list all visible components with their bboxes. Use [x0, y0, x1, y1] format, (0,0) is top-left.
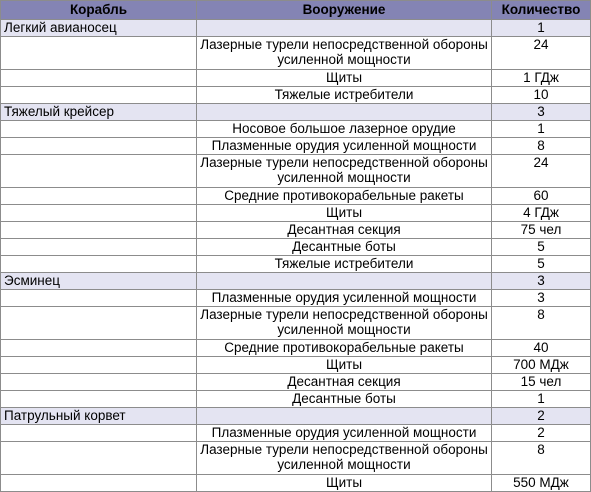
weapon-cell: Плазменные орудия усиленной мощности — [197, 290, 492, 307]
ship-name-cell — [1, 87, 197, 104]
count-cell: 8 — [492, 138, 591, 155]
header-ship: Корабль — [1, 1, 197, 20]
ship-name-cell — [1, 37, 197, 70]
count-cell: 1 — [492, 391, 591, 408]
weapon-cell: Плазменные орудия усиленной мощности — [197, 138, 492, 155]
count-cell: 3 — [492, 273, 591, 290]
ship-name-cell — [1, 70, 197, 87]
weapon-cell — [197, 20, 492, 37]
ship-name-cell — [1, 340, 197, 357]
weapon-cell: Лазерные турели непосредственной обороны усиленной мощности — [197, 307, 492, 340]
weapon-cell — [197, 104, 492, 121]
weapon-row — [1, 87, 591, 104]
ship-name-cell — [1, 442, 197, 475]
count-cell: 15 чел — [492, 374, 591, 391]
count-cell: 700 МДж — [492, 357, 591, 374]
ship-name-cell — [1, 155, 197, 188]
count-cell: 3 — [492, 290, 591, 307]
weapon-row — [1, 374, 591, 391]
ship-row — [1, 273, 591, 290]
weapon-row — [1, 475, 591, 492]
weapon-row — [1, 442, 591, 475]
weapon-row — [1, 340, 591, 357]
weapon-cell: Десантная секция — [197, 374, 492, 391]
count-cell: 24 — [492, 37, 591, 70]
count-cell: 3 — [492, 104, 591, 121]
ship-name-cell — [1, 374, 197, 391]
ship-name-cell — [1, 307, 197, 340]
weapon-row — [1, 357, 591, 374]
ship-name-cell — [1, 222, 197, 239]
weapon-cell: Щиты — [197, 205, 492, 222]
ship-name-cell: Патрульный корвет — [1, 408, 197, 425]
ship-name-cell — [1, 205, 197, 222]
weapon-cell: Щиты — [197, 475, 492, 492]
weapon-row — [1, 391, 591, 408]
weapon-cell: Десантные боты — [197, 239, 492, 256]
ship-name-cell — [1, 121, 197, 138]
count-cell: 4 ГДж — [492, 205, 591, 222]
weapon-cell: Лазерные турели непосредственной обороны усиленной мощности — [197, 442, 492, 475]
header-count: Количество — [492, 1, 591, 20]
ship-name-cell: Тяжелый крейсер — [1, 104, 197, 121]
table-header-row — [1, 1, 591, 20]
weapon-row — [1, 188, 591, 205]
count-cell: 1 — [492, 121, 591, 138]
count-cell: 2 — [492, 425, 591, 442]
weapon-row — [1, 155, 591, 188]
ship-row — [1, 104, 591, 121]
ship-name-cell: Эсминец — [1, 273, 197, 290]
weapon-cell: Носовое большое лазерное орудие — [197, 121, 492, 138]
weapon-cell: Щиты — [197, 70, 492, 87]
ship-name-cell — [1, 475, 197, 492]
count-cell: 550 МДж — [492, 475, 591, 492]
ship-name-cell — [1, 256, 197, 273]
count-cell: 1 — [492, 20, 591, 37]
weapon-cell: Щиты — [197, 357, 492, 374]
weapon-cell: Средние противокорабельные ракеты — [197, 340, 492, 357]
weapon-row — [1, 37, 591, 70]
weapon-cell: Тяжелые истребители — [197, 87, 492, 104]
weapon-row — [1, 70, 591, 87]
header-weapons: Вооружение — [197, 1, 492, 20]
count-cell: 5 — [492, 239, 591, 256]
ship-name-cell: Легкий авианосец — [1, 20, 197, 37]
weapon-cell: Лазерные турели непосредственной обороны усиленной мощности — [197, 155, 492, 188]
weapon-row — [1, 121, 591, 138]
ship-name-cell — [1, 138, 197, 155]
weapon-row — [1, 205, 591, 222]
ship-name-cell — [1, 357, 197, 374]
weapon-cell: Плазменные орудия усиленной мощности — [197, 425, 492, 442]
ship-name-cell — [1, 290, 197, 307]
ship-name-cell — [1, 425, 197, 442]
weapon-row — [1, 307, 591, 340]
count-cell: 5 — [492, 256, 591, 273]
weapon-cell: Тяжелые истребители — [197, 256, 492, 273]
weapon-row — [1, 138, 591, 155]
ship-name-cell — [1, 188, 197, 205]
ship-row — [1, 408, 591, 425]
table-body — [1, 20, 591, 492]
count-cell: 40 — [492, 340, 591, 357]
weapon-row — [1, 239, 591, 256]
weapon-cell: Десантная секция — [197, 222, 492, 239]
ship-name-cell — [1, 239, 197, 256]
weapon-row — [1, 256, 591, 273]
ship-row — [1, 20, 591, 37]
weapon-cell — [197, 273, 492, 290]
weapon-cell: Десантные боты — [197, 391, 492, 408]
weapon-row — [1, 425, 591, 442]
weapon-cell: Лазерные турели непосредственной обороны усиленной мощности — [197, 37, 492, 70]
weapon-row — [1, 290, 591, 307]
count-cell: 8 — [492, 442, 591, 475]
weapon-row — [1, 222, 591, 239]
count-cell: 60 — [492, 188, 591, 205]
count-cell: 10 — [492, 87, 591, 104]
count-cell: 75 чел — [492, 222, 591, 239]
weapon-cell: Средние противокорабельные ракеты — [197, 188, 492, 205]
count-cell: 24 — [492, 155, 591, 188]
weapon-cell — [197, 408, 492, 425]
count-cell: 2 — [492, 408, 591, 425]
count-cell: 1 ГДж — [492, 70, 591, 87]
ship-name-cell — [1, 391, 197, 408]
count-cell: 8 — [492, 307, 591, 340]
